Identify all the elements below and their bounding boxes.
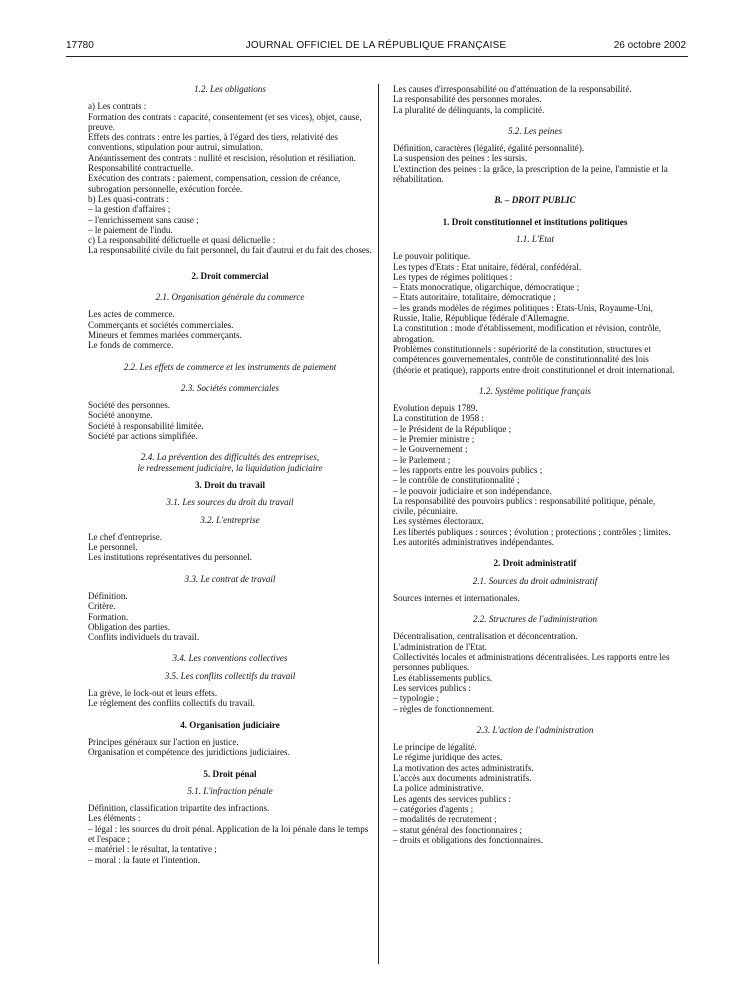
paragraph: La motivation des actes administratifs.: [393, 762, 534, 773]
list-item: – légal : les sources du droit pénal. Application de la loi pénale dans le temps et l'espace ;: [88, 823, 369, 845]
paragraph: Les types d'Etats : Etat unitaire, fédéral, confédéral.: [393, 261, 581, 272]
paragraph: Mineurs et femmes mariées commerçants.: [88, 329, 242, 340]
paragraph: Commerçants et sociétés commerciales.: [88, 319, 234, 330]
paragraph: Evolution depuis 1789.: [393, 403, 478, 414]
paragraph: Conflits individuels du travail.: [88, 632, 200, 643]
paragraph: Décentralisation, centralisation et déconcentration.: [393, 631, 578, 642]
section-heading: 2.2. Les effets de commerce et les instruments de paiement: [123, 361, 337, 372]
paragraph: La pluralité de délinquants, la complicité.: [393, 104, 545, 115]
paragraph: La responsabilité des pouvoirs publics : responsabilité politique, pénale, civile, pécuniaire.: [393, 495, 656, 517]
list-item: – moral : la faute et l'intention.: [88, 854, 200, 865]
section-heading: 5.1. L'infraction pénale: [187, 785, 273, 796]
list-item: – statut général des fonctionnaires ;: [393, 824, 523, 835]
paragraph: La suspension des peines : les sursis.: [393, 153, 528, 164]
page-header: [66, 40, 686, 54]
paragraph: Les causes d'irresponsabilité ou d'atténuation de la responsabilité.: [393, 84, 632, 94]
paragraph: c) La responsabilité délictuelle et quasi délictuelle :: [88, 235, 276, 246]
paragraph: Collectivités locales et administrations décentralisées. Les rapports entre les personnes publiques.: [393, 652, 670, 673]
paragraph: La police administrative.: [393, 783, 484, 794]
paragraph: Société à responsabilité limitée.: [88, 420, 204, 431]
section-heading: 4. Organisation judiciaire: [180, 719, 280, 730]
list-item: – catégories d'agents ;: [393, 803, 474, 814]
paragraph: La constitution de 1958 :: [393, 413, 484, 424]
section-heading: 3.2. L'entreprise: [200, 514, 260, 525]
section-heading: 2.1. Organisation générale du commerce: [155, 292, 305, 303]
list-item: – le contrôle de constitutionnalité ;: [393, 475, 520, 486]
paragraph: Principes généraux sur l'action en justice.: [88, 736, 239, 747]
column-divider: [378, 84, 379, 964]
paragraph: Société des personnes.: [88, 400, 171, 411]
paragraph: Les libertés publiques : sources ; évolution ; protections ; contrôles ; limites.: [393, 526, 671, 537]
list-item: – règles de fonctionnement.: [393, 703, 495, 714]
section-heading: 5.2. Les peines: [507, 125, 563, 136]
section-heading: 3.4. Les conventions collectives: [172, 653, 288, 664]
paragraph: Formation.: [88, 611, 129, 622]
section-heading: 2.4. La prévention des difficultés des entreprises,: [140, 452, 320, 463]
section-heading: 1.1. L'Etat: [515, 233, 555, 244]
paragraph: Le fonds de commerce.: [88, 340, 174, 351]
paragraph: Responsabilité contractuelle.: [88, 163, 194, 174]
list-item: – les rapports entre les pouvoirs publics ;: [393, 464, 543, 475]
paragraph: La responsabilité civile du fait personnel, du fait d'autrui et du fait des choses.: [88, 245, 372, 256]
paragraph: Obligation des parties.: [88, 621, 171, 632]
left-column: [88, 84, 372, 865]
paragraph: Les établissements publics.: [393, 672, 493, 683]
list-item: – le Premier ministre ;: [393, 434, 475, 445]
paragraph: Définition, caractères (légalité, égalité personnalité).: [393, 143, 585, 154]
paragraph: Problèmes constitutionnels : supériorité de la constitution, structures et compétences gouvernementales, contrôle de constitutionnalité des lois (théorie et pratique), rapports entre droit constitutionnel et droit international.: [393, 343, 675, 375]
paragraph: Le règlement des conflits collectifs du travail.: [88, 698, 255, 709]
section-heading: 2. Droit commercial: [191, 270, 269, 281]
paragraph: Les agents des services publics :: [393, 793, 511, 804]
paragraph: L'accès aux documents administratifs.: [393, 773, 532, 784]
paragraph: Définition, classification tripartite des infractions.: [88, 803, 270, 814]
list-item: – le pouvoir judiciaire et son indépendance.: [393, 485, 552, 496]
section-heading: 1.2. Système politique français: [479, 385, 591, 396]
paragraph: Organisation et compétence des juridictions judiciaires.: [88, 747, 290, 758]
section-heading: 2. Droit administratif: [493, 558, 577, 569]
list-item: – typologie ;: [393, 693, 439, 704]
paragraph: Le personnel.: [88, 542, 138, 553]
section-heading: 3.3. Le contrat de travail: [184, 573, 276, 584]
section-heading: 3.1. Les sources du droit du travail: [166, 497, 294, 508]
list-item: – le Président de la République ;: [393, 423, 512, 434]
paragraph: Exécution des contrats : paiement, compensation, cession de créance, subrogation personnelle, exécution forcée.: [88, 173, 341, 194]
list-item: – les grands modèles de régimes politiques : Etats-Unis, Royaume-Uni, Russie, Italie, République fédérale d'Allemagne.: [393, 302, 653, 324]
page-number: 17780: [66, 40, 94, 51]
list-item: – Etats autoritaire, totalitaire, démocratique ;: [393, 292, 556, 303]
paragraph: Les services publics :: [393, 682, 472, 693]
paragraph: La responsabilité des personnes morales.: [393, 94, 542, 105]
paragraph: Société anonyme.: [88, 410, 153, 421]
paragraph: Le pouvoir politique.: [393, 251, 471, 262]
paragraph: Les types de régimes politiques :: [393, 271, 513, 282]
paragraph: Les actes de commerce.: [88, 309, 175, 320]
section-heading: B. – DROIT PUBLIC: [494, 195, 576, 206]
journal-title: JOURNAL OFFICIEL DE LA RÉPUBLIQUE FRANÇAISE: [245, 40, 507, 51]
paragraph: Les institutions représentatives du personnel.: [88, 552, 252, 563]
paragraph: Définition.: [88, 590, 128, 601]
paragraph: a) Les contrats :: [88, 101, 147, 112]
list-item: – la gestion d'affaires ;: [88, 204, 171, 215]
section-heading: 1. Droit constitutionnel et institutions politiques: [442, 216, 628, 227]
paragraph: Société par actions simplifiée.: [88, 431, 198, 442]
list-item: – le Parlement ;: [393, 454, 451, 465]
section-heading: 2.2. Structures de l'administration: [472, 614, 598, 625]
paragraph: La grève, le lock-out et leurs effets.: [88, 688, 218, 699]
paragraph: Les autorités administratives indépendantes.: [393, 536, 555, 547]
right-column: [393, 84, 677, 845]
publication-date: 26 octobre 2002: [613, 40, 686, 51]
list-item: – le paiement de l'indu.: [88, 224, 173, 235]
paragraph: Anéantissement des contrats : nullité et rescision, résolution et résiliation.: [88, 152, 356, 163]
paragraph: L'extinction des peines : la grâce, la prescription de la peine, l'amnistie et la réhabilitation.: [393, 163, 668, 185]
list-item: – modalités de recrutement ;: [393, 814, 497, 825]
section-heading: 2.1. Sources du droit administratif: [472, 575, 598, 586]
paragraph: Effets des contrats : entre les parties, à l'égard des tiers, relativité des conventions, stipulation pour autrui, simulation.: [88, 132, 338, 153]
list-item: – l'enrichissement sans cause ;: [88, 214, 199, 225]
paragraph: Le principe de légalité.: [393, 742, 477, 753]
paragraph: Sources internes et internationales.: [393, 592, 520, 603]
paragraph: Formation des contrats : capacité, consentement (et ses vices), objet, cause, preuve.: [88, 111, 362, 132]
list-item: – droits et obligations des fonctionnaires.: [393, 834, 544, 845]
section-heading: 3.5. Les conflits collectifs du travail: [164, 670, 296, 681]
paragraph: L'administration de l'Etat.: [393, 641, 487, 652]
section-heading: 3. Droit du travail: [194, 479, 266, 490]
list-item: – Etats monocratique, oligarchique, démocratique ;: [393, 282, 580, 293]
paragraph: Les systèmes électoraux.: [393, 516, 484, 527]
paragraph: La constitution : mode d'établissement, modification et révision, contrôle, abrogation.: [393, 323, 662, 344]
list-item: – le Gouvernement ;: [393, 444, 468, 455]
header-rule: [66, 56, 688, 57]
paragraph: Le chef d'entreprise.: [88, 531, 163, 542]
paragraph: Le régime juridique des actes.: [393, 752, 503, 763]
paragraph: Critère.: [88, 601, 116, 612]
section-heading: 2.3. L'action de l'administration: [476, 724, 594, 735]
section-heading: le redressement judiciaire, la liquidation judiciaire: [137, 462, 323, 473]
paragraph: b) Les quasi-contrats :: [88, 193, 170, 204]
paragraph: Les éléments :: [88, 813, 141, 824]
list-item: – matériel : le résultat, la tentative ;: [88, 844, 217, 855]
section-heading: 1.2. Les obligations: [194, 84, 266, 94]
section-heading: 2.3. Sociétés commerciales: [180, 382, 280, 393]
section-heading: 5. Droit pénal: [203, 768, 257, 779]
